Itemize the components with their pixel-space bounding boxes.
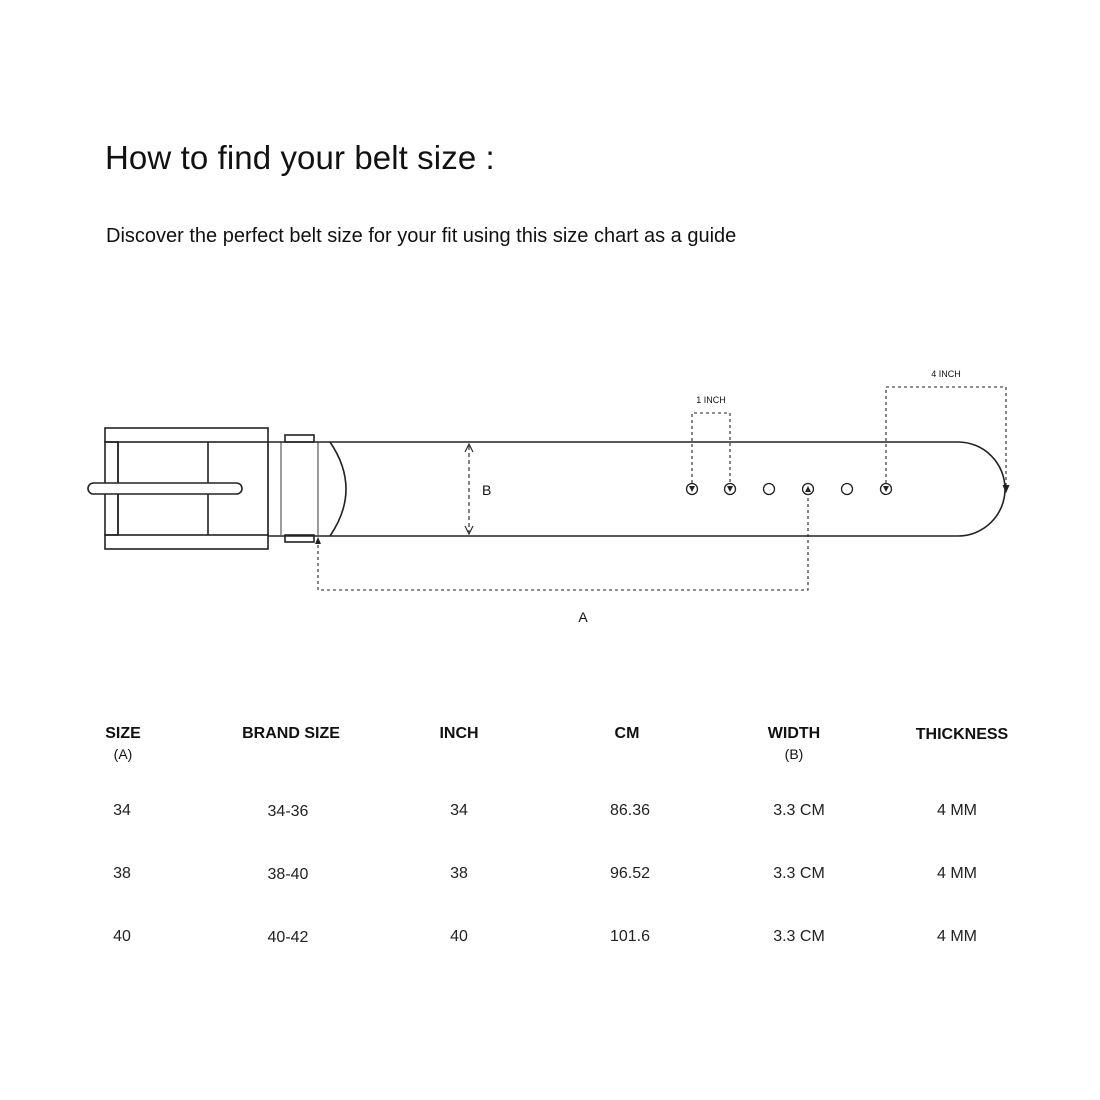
belt-hole bbox=[842, 484, 853, 495]
cell-brand-size: 40-42 bbox=[267, 929, 309, 946]
header-cm-label: CM bbox=[614, 725, 640, 742]
cell-width: 3.3 CM bbox=[773, 802, 825, 819]
cell-width: 3.3 CM bbox=[773, 865, 825, 882]
label-1-inch: 1 INCH bbox=[696, 395, 726, 405]
header-brand-size-label: BRAND SIZE bbox=[242, 725, 340, 742]
label-4-inch: 4 INCH bbox=[931, 369, 961, 379]
cell-brand-size: 34-36 bbox=[267, 803, 309, 820]
header-thickness-label: THICKNESS bbox=[915, 726, 1009, 743]
header-size-label: SIZE bbox=[105, 725, 141, 742]
page-title: How to find your belt size : bbox=[105, 139, 495, 176]
label-a: A bbox=[578, 609, 588, 625]
belt-strap bbox=[268, 442, 1005, 536]
belt-holes bbox=[687, 484, 892, 495]
belt-fold-curve bbox=[330, 442, 346, 536]
cell-size: 34 bbox=[113, 802, 131, 819]
header-width-sub: (B) bbox=[784, 746, 804, 762]
belt-keeper bbox=[281, 435, 318, 542]
width-arrow bbox=[465, 444, 473, 534]
cell-cm: 86.36 bbox=[609, 802, 651, 819]
cell-cm: 96.52 bbox=[609, 865, 651, 882]
header-brand-size bbox=[231, 724, 351, 744]
header-inch bbox=[419, 724, 499, 744]
header-width-label: WIDTH bbox=[767, 725, 821, 742]
cell-size: 40 bbox=[113, 928, 131, 945]
cell-inch: 38 bbox=[450, 865, 468, 882]
cell-inch: 34 bbox=[450, 802, 468, 819]
label-b: B bbox=[482, 482, 492, 498]
size-a-dimension bbox=[318, 496, 808, 590]
header-cm bbox=[587, 724, 667, 744]
header-size bbox=[93, 724, 153, 764]
belt-buckle bbox=[88, 428, 268, 549]
cell-thickness: 4 MM bbox=[937, 802, 977, 819]
header-inch-label: INCH bbox=[439, 725, 479, 742]
cell-brand-size: 38-40 bbox=[267, 866, 309, 883]
cell-thickness: 4 MM bbox=[937, 928, 977, 945]
hole-markers bbox=[689, 486, 889, 492]
belt-hole bbox=[764, 484, 775, 495]
header-thickness bbox=[902, 725, 1022, 745]
four-inch-dimension bbox=[886, 387, 1006, 487]
four-inch-arrowhead bbox=[1003, 485, 1009, 492]
cell-size: 38 bbox=[113, 865, 131, 882]
cell-inch: 40 bbox=[450, 928, 468, 945]
cell-thickness: 4 MM bbox=[937, 865, 977, 882]
header-width bbox=[754, 724, 834, 764]
cell-cm: 101.6 bbox=[609, 928, 651, 945]
header-size-sub: (A) bbox=[113, 746, 133, 762]
one-inch-dimension bbox=[692, 413, 730, 483]
size-a-arrowhead-left bbox=[315, 537, 321, 544]
cell-width: 3.3 CM bbox=[773, 928, 825, 945]
page-subtitle: Discover the perfect belt size for your fit using this size chart as a guide bbox=[106, 225, 737, 247]
